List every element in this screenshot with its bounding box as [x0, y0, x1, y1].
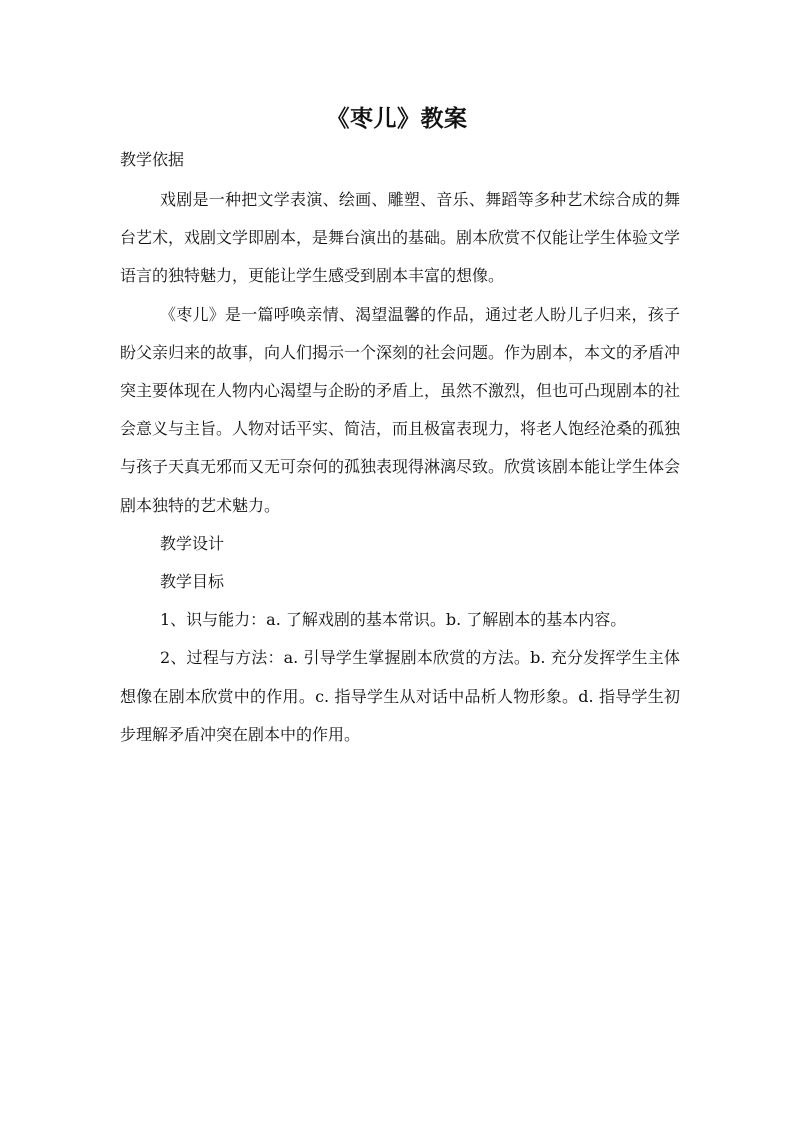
document-body [120, 181, 680, 754]
subheading-teaching-goals: 教学目标 [160, 572, 225, 592]
goal-item-knowledge: 1、识与能力：a. 了解戏剧的基本常识。b. 了解剧本的基本内容。 [160, 610, 627, 630]
document-title: 《枣儿》教案 [326, 105, 468, 132]
section-heading: 教学依据 [120, 150, 185, 169]
paragraph-drama-basis: 戏剧是一种把文学表演、绘画、雕塑、音乐、舞蹈等多种艺术综合成的舞台艺术，戏剧文学即剧本，是舞台演出的基础。剧本欣赏不仅能让学生体验文学语言的独特魅力，更能让学生感受到剧本丰富的想像。 [120, 190, 681, 286]
goal-item-process: 2、过程与方法：a. 引导学生掌握剧本欣赏的方法。b. 充分发挥学生主体想像在剧本欣赏中的作用。c. 指导学生从对话中品析人物形象。d. 指导学生初步理解矛盾冲突在剧本中的作用。 [120, 648, 680, 744]
subheading-teaching-design: 教学设计 [160, 533, 225, 553]
paragraph-zaoer-analysis: 《枣儿》是一篇呼唤亲情、渴望温馨的作品，通过老人盼儿子归来，孩子盼父亲归来的故事，向人们揭示一个深刻的社会问题。作为剧本，本文的矛盾冲突主要体现在人物内心渴望与企盼的矛盾上，虽然不激烈，但也可凸现剧本的社会意义与主旨。人物对话平实、简洁，而且极富表现力，将老人饱经沧桑的孤独与孩子天真无邪而又无可奈何的孤独表现得淋漓尽致。欣赏该剧本能让学生体会剧本独特的艺术魅力。 [120, 304, 681, 515]
